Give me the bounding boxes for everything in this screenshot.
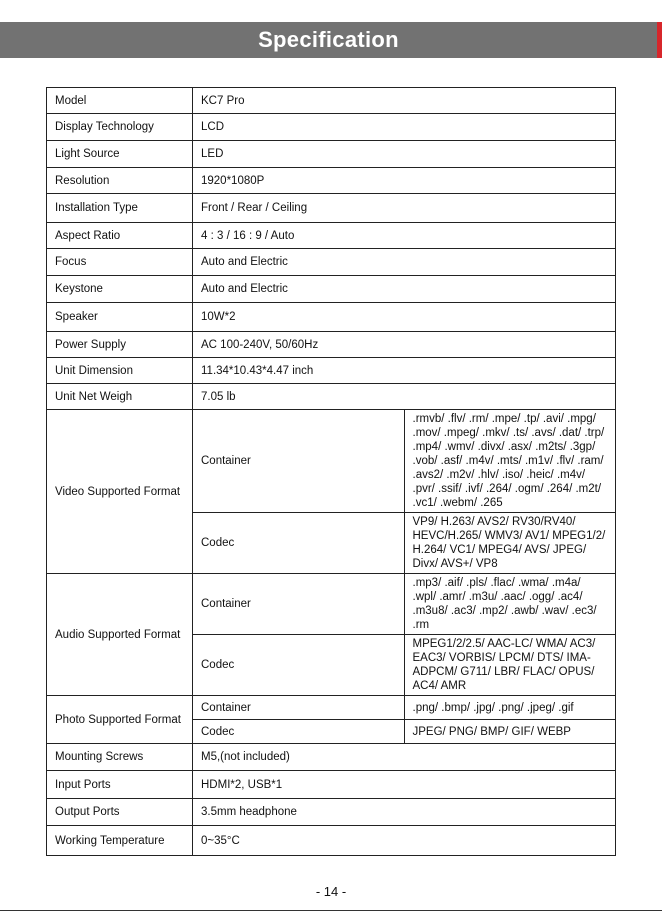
spec-row-focus bbox=[47, 249, 616, 276]
spec-row-aspect bbox=[47, 223, 616, 249]
row-label: Display Technology bbox=[47, 114, 193, 141]
row-value: 4 : 3 / 16 : 9 / Auto bbox=[193, 223, 616, 249]
row-value: 1920*1080P bbox=[193, 168, 616, 194]
spec-row-installation bbox=[47, 194, 616, 223]
photo-format-label: Photo Supported Format bbox=[47, 696, 193, 744]
photo-codec-label: Codec bbox=[193, 720, 405, 744]
spec-row-mounting bbox=[47, 744, 616, 771]
photo-container-value: .png/ .bmp/ .jpg/ .png/ .jpeg/ .gif bbox=[404, 696, 616, 720]
row-label: Mounting Screws bbox=[47, 744, 193, 771]
row-value: LCD bbox=[193, 114, 616, 141]
spec-row-video-container bbox=[47, 410, 616, 513]
row-label: Model bbox=[47, 88, 193, 114]
row-value: 11.34*10.43*4.47 inch bbox=[193, 358, 616, 384]
spec-row-dimension bbox=[47, 358, 616, 384]
row-value: M5,(not included) bbox=[193, 744, 616, 771]
spec-row-power bbox=[47, 332, 616, 358]
spec-row-light bbox=[47, 141, 616, 168]
video-codec-value: VP9/ H.263/ AVS2/ RV30/RV40/ HEVC/H.265/ WMV3/ AV1/ MPEG1/2/ H.264/ VC1/ MPEG4/ AVS/ JPEG/ Divx/ AVS+/ VP8 bbox=[404, 513, 616, 574]
row-value: 3.5mm headphone bbox=[193, 799, 616, 826]
photo-container-label: Container bbox=[193, 696, 405, 720]
row-value: AC 100-240V, 50/60Hz bbox=[193, 332, 616, 358]
row-label: Output Ports bbox=[47, 799, 193, 826]
video-codec-label: Codec bbox=[193, 513, 405, 574]
row-value: 0~35°C bbox=[193, 826, 616, 856]
footer-divider bbox=[0, 910, 662, 911]
row-label: Working Temperature bbox=[47, 826, 193, 856]
audio-format-label: Audio Supported Format bbox=[47, 574, 193, 696]
audio-codec-label: Codec bbox=[193, 635, 405, 696]
page-title: Specification bbox=[258, 27, 399, 52]
audio-codec-value: MPEG1/2/2.5/ AAC-LC/ WMA/ AC3/ EAC3/ VORBIS/ LPCM/ DTS/ IMA-ADPCM/ G711/ LBR/ FLAC/ OPUS/ AC4/ AMR bbox=[404, 635, 616, 696]
row-label: Light Source bbox=[47, 141, 193, 168]
banner-accent-bar bbox=[657, 22, 662, 58]
spec-row-input bbox=[47, 771, 616, 799]
row-label: Speaker bbox=[47, 303, 193, 332]
row-label: Input Ports bbox=[47, 771, 193, 799]
row-label: Unit Dimension bbox=[47, 358, 193, 384]
spec-row-speaker bbox=[47, 303, 616, 332]
row-value: KC7 Pro bbox=[193, 88, 616, 114]
row-label: Aspect Ratio bbox=[47, 223, 193, 249]
row-value: Front / Rear / Ceiling bbox=[193, 194, 616, 223]
spec-row-display bbox=[47, 114, 616, 141]
spec-row-output bbox=[47, 799, 616, 826]
video-container-value: .rmvb/ .flv/ .rm/ .mpe/ .tp/ .avi/ .mpg/ .mov/ .mpeg/ .mkv/ .ts/ .avs/ .dat/ .trp/ .mp4/ .wmv/ .divx/ .asx/ .m2ts/ .3gp/ .vob/ .asf/ .m4v/ .mts/ .m1v/ .flv/ .ram/ .avs2/ .m2v/ .hlv/ .iso/ .heic/ .m4v/ .pvr/ .ssif/ .ivf/ .264/ .ogm/ .264/ .m2t/ .vc1/ .webm/ .265 bbox=[404, 410, 616, 513]
spec-row-model bbox=[47, 88, 616, 114]
spec-row-weight bbox=[47, 384, 616, 410]
row-label: Keystone bbox=[47, 276, 193, 303]
row-value: 7.05 lb bbox=[193, 384, 616, 410]
spec-row-temperature bbox=[47, 826, 616, 856]
audio-container-label: Container bbox=[193, 574, 405, 635]
row-label: Unit Net Weigh bbox=[47, 384, 193, 410]
video-format-label: Video Supported Format bbox=[47, 410, 193, 574]
spec-row-audio-container bbox=[47, 574, 616, 635]
row-value: 10W*2 bbox=[193, 303, 616, 332]
spec-row-keystone bbox=[47, 276, 616, 303]
row-value: Auto and Electric bbox=[193, 249, 616, 276]
spec-table bbox=[46, 87, 616, 856]
row-label: Installation Type bbox=[47, 194, 193, 223]
page-title-banner bbox=[0, 22, 657, 58]
spec-row-resolution bbox=[47, 168, 616, 194]
page-number: - 14 - bbox=[315, 884, 347, 899]
video-container-label: Container bbox=[193, 410, 405, 513]
photo-codec-value: JPEG/ PNG/ BMP/ GIF/ WEBP bbox=[404, 720, 616, 744]
row-value: Auto and Electric bbox=[193, 276, 616, 303]
row-label: Power Supply bbox=[47, 332, 193, 358]
audio-container-value: .mp3/ .aif/ .pls/ .flac/ .wma/ .m4a/ .wpl/ .amr/ .m3u/ .aac/ .ogg/ .ac4/ .m3u8/ .ac3/ .mp2/ .awb/ .wav/ .ec3/ .rm bbox=[404, 574, 616, 635]
row-value: HDMI*2, USB*1 bbox=[193, 771, 616, 799]
row-label: Resolution bbox=[47, 168, 193, 194]
row-value: LED bbox=[193, 141, 616, 168]
row-label: Focus bbox=[47, 249, 193, 276]
spec-row-photo-container bbox=[47, 696, 616, 720]
